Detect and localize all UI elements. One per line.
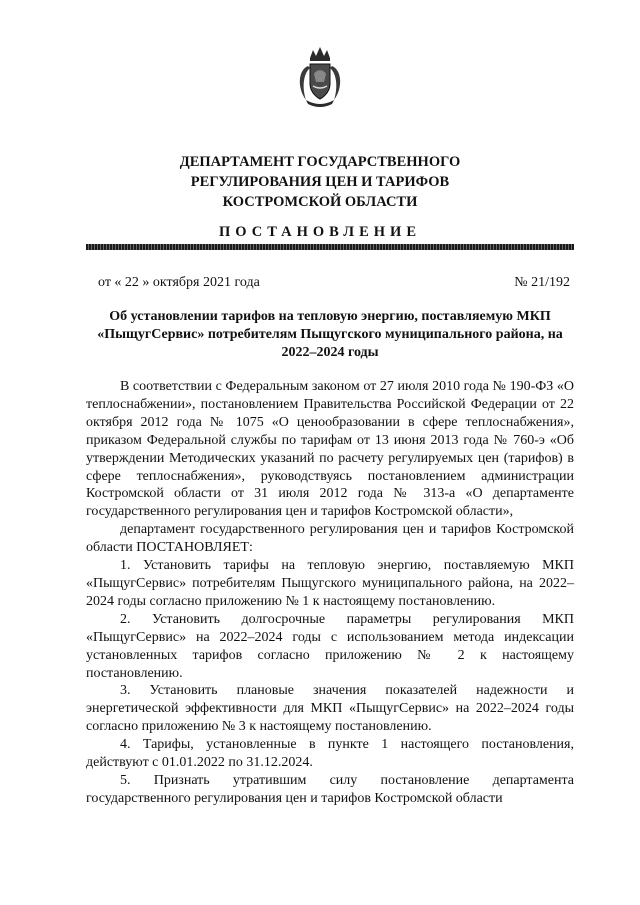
paragraph-item-3: 3. Установить плановые значения показателей надежности и энергетической эффективности для МКП «ПыщугСервис» на 2022–2024 годы согласно приложению № 3 к настоящему постановлению. [86, 683, 574, 735]
coat-of-arms-icon [296, 44, 344, 108]
document-date: от « 22 » октября 2021 года [98, 275, 260, 290]
document-number: № 21/192 [514, 275, 570, 290]
document-title: Об установлении тарифов на тепловую энергию, поставляемую МКП «ПыщугСервис» потребителям Пыщугского муниципального района, на 2022–2024 годы [97, 309, 563, 360]
paragraph-item-1: 1. Установить тарифы на тепловую энергию, поставляемую МКП «ПыщугСервис» потребителям Пыщугского муниципального района, на 2022–2024 годы согласно приложению № 1 к настоящему постановлению. [86, 558, 574, 609]
paragraph-resolves: департамент государственного регулирования цен и тарифов Костромской области ПОСТАНОВЛЯЕТ: [86, 522, 574, 556]
paragraph-preamble: В соответствии с Федеральным законом от 27 июля 2010 года № 190-ФЗ «О теплоснабжении», постановлением Правительства Российской Федерации от 22 октября 2012 года № 1075 «О ценообразовании в сфере теплоснабжения», приказом Федеральной службы по тарифам от 13 июня 2013 года № 760-э «Об утверждении Методических указаний по расчету регулируемых цен (тарифов) в сфере теплоснабжения», руководствуясь постановлением администрации Костромской области от 31 июля 2012 года № 313-а «О департаменте государственного регулирования цен и тарифов Костромской области», [86, 379, 574, 520]
paragraph-item-4: 4. Тарифы, установленные в пункте 1 настоящего постановления, действуют с 01.01.2022 по 31.12.2024. [86, 737, 574, 771]
header-divider [86, 244, 574, 250]
department-name [0, 152, 640, 212]
paragraph-item-5: 5. Признать утратившим силу постановление департамента государственного регулирования цен и тарифов Костромской области [86, 772, 574, 806]
paragraph-item-2: 2. Установить долгосрочные параметры регулирования МКП «ПыщугСервис» на 2022–2024 годы с использованием метода индексации установленных тарифов согласно приложению № 2 к настоящему постановлению. [86, 611, 574, 681]
department-name-line-3: КОСТРОМСКОЙ ОБЛАСТИ [222, 194, 418, 210]
department-name-line-2: РЕГУЛИРОВАНИЯ ЦЕН И ТАРИФОВ [190, 174, 450, 190]
document-type: ПОСТАНОВЛЕНИЕ [218, 224, 421, 240]
document-body [86, 378, 574, 808]
department-name-line-1: ДЕПАРТАМЕНТ ГОСУДАРСТВЕННОГО [179, 154, 461, 170]
